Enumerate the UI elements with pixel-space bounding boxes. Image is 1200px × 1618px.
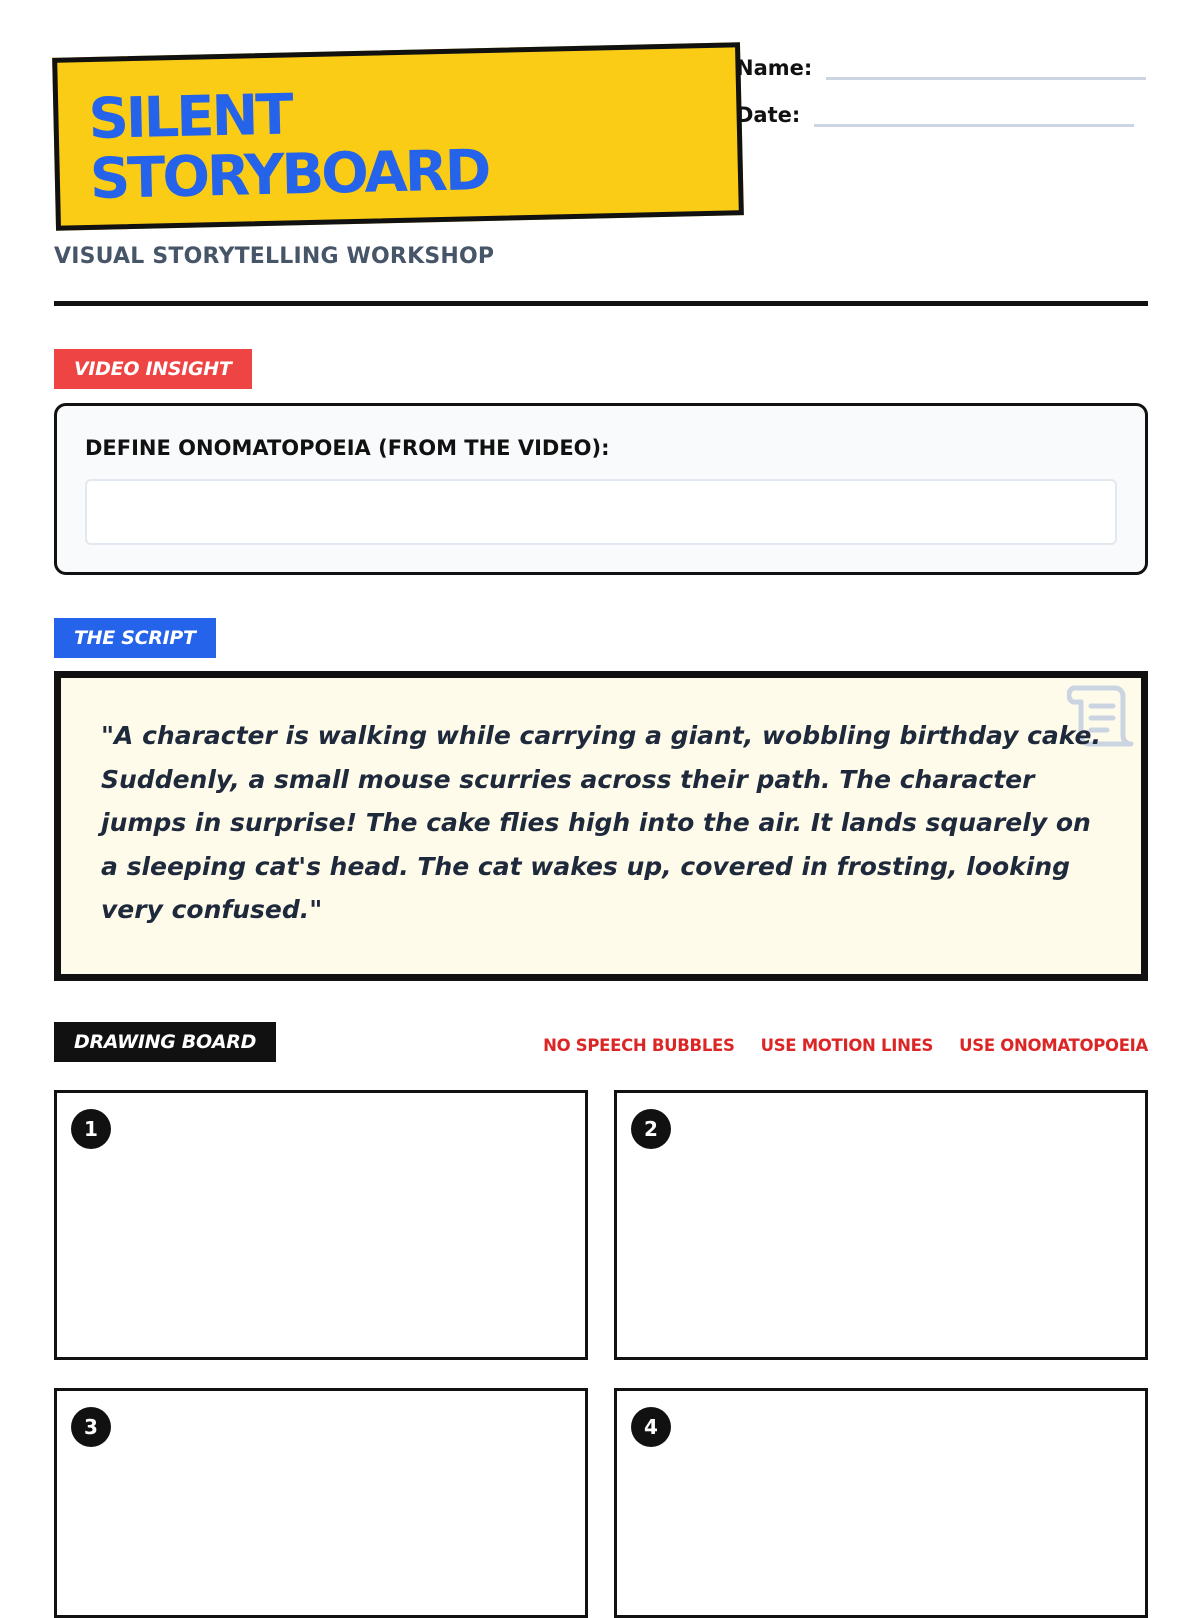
drawing-panel-3[interactable] bbox=[54, 1388, 588, 1618]
panel-number: 4 bbox=[631, 1407, 671, 1447]
rule-onomatopoeia: USE ONOMATOPOEIA bbox=[959, 1036, 1148, 1055]
drawing-panel-4[interactable] bbox=[614, 1388, 1148, 1618]
rule-motion-lines: USE MOTION LINES bbox=[760, 1036, 934, 1055]
page-subtitle: VISUAL STORYTELLING WORKSHOP bbox=[54, 244, 495, 269]
panel-number: 2 bbox=[631, 1109, 671, 1149]
script-box bbox=[54, 671, 1148, 981]
name-field[interactable] bbox=[826, 67, 1146, 80]
name-field-row bbox=[736, 56, 1146, 80]
date-field-row bbox=[736, 103, 1134, 127]
panel-number: 3 bbox=[71, 1407, 111, 1447]
onomatopoeia-answer-field[interactable] bbox=[85, 479, 1117, 545]
video-insight-card bbox=[54, 403, 1148, 575]
title-banner bbox=[52, 42, 744, 231]
script-badge: THE SCRIPT bbox=[54, 618, 216, 658]
date-field[interactable] bbox=[814, 114, 1134, 127]
page-title bbox=[88, 81, 489, 210]
video-insight-badge: VIDEO INSIGHT bbox=[54, 349, 252, 389]
date-label: Date: bbox=[736, 103, 801, 127]
header-divider bbox=[54, 301, 1148, 306]
name-label: Name: bbox=[736, 56, 813, 80]
onomatopoeia-question: DEFINE ONOMATOPOEIA (FROM THE VIDEO): bbox=[85, 436, 610, 460]
title-line-2: STORYBOARD bbox=[89, 137, 490, 212]
title-line-1: SILENT bbox=[87, 82, 292, 153]
drawing-panel-1[interactable] bbox=[54, 1090, 588, 1360]
drawing-board-badge: DRAWING BOARD bbox=[54, 1022, 276, 1062]
script-text: "A character is walking while carrying a giant, wobbling birthday cake. Suddenly, a small mouse scurries across their path. The character jumps in surprise! The cake flies high into the air. It lands squarely on a sleeping cat's head. The cat wakes up, covered in frosting, looking very confused." bbox=[101, 721, 1101, 924]
rule-no-speech-bubbles: NO SPEECH BUBBLES bbox=[543, 1036, 735, 1055]
drawing-rules bbox=[543, 1036, 1148, 1055]
panel-number: 1 bbox=[71, 1109, 111, 1149]
drawing-panel-2[interactable] bbox=[614, 1090, 1148, 1360]
